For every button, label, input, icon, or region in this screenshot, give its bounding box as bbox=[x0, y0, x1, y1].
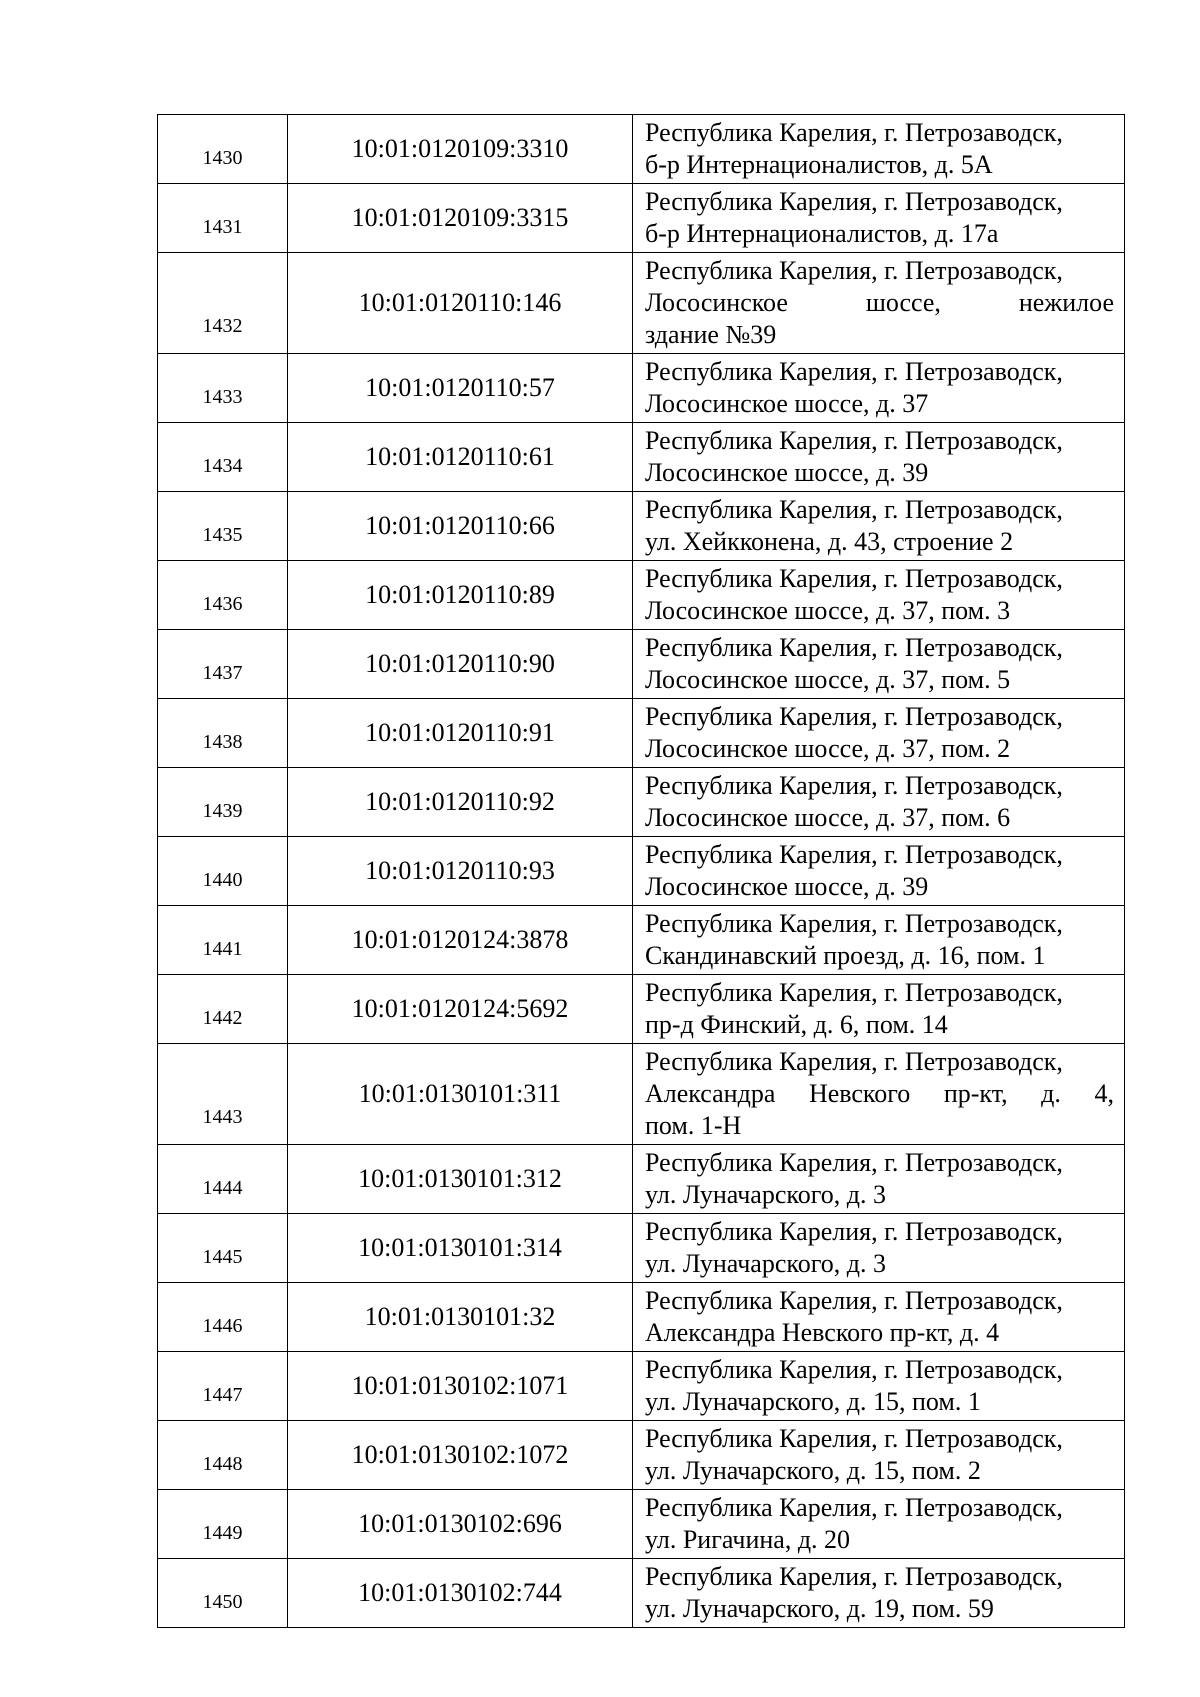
cadastral-number-cell: 10:01:0120110:66 bbox=[288, 492, 633, 561]
table-row bbox=[158, 1559, 1125, 1628]
table-row bbox=[158, 699, 1125, 768]
table-row bbox=[158, 630, 1125, 699]
table-row bbox=[158, 1352, 1125, 1421]
address-cell bbox=[633, 768, 1125, 837]
address-cell bbox=[633, 1145, 1125, 1214]
row-number: 1446 bbox=[202, 1314, 243, 1337]
cadastral-number-cell: 10:01:0120109:3310 bbox=[288, 115, 633, 184]
cadastral-number-cell: 10:01:0120110:89 bbox=[288, 561, 633, 630]
cadastral-number-cell: 10:01:0130102:744 bbox=[288, 1559, 633, 1628]
table-row bbox=[158, 253, 1125, 354]
row-number: 1439 bbox=[202, 799, 243, 822]
cadastral-number-cell: 10:01:0130102:1072 bbox=[288, 1421, 633, 1490]
address-cell bbox=[633, 1044, 1125, 1145]
address-cell bbox=[633, 1352, 1125, 1421]
address-cell bbox=[633, 975, 1125, 1044]
table-row bbox=[158, 1145, 1125, 1214]
table-row bbox=[158, 975, 1125, 1044]
address-cell bbox=[633, 492, 1125, 561]
address-cell bbox=[633, 115, 1125, 184]
table-row bbox=[158, 1044, 1125, 1145]
table-row bbox=[158, 423, 1125, 492]
table-row bbox=[158, 492, 1125, 561]
row-number: 1447 bbox=[202, 1383, 243, 1406]
cadastral-number-cell: 10:01:0120110:90 bbox=[288, 630, 633, 699]
cadastral-number-cell: 10:01:0120110:57 bbox=[288, 354, 633, 423]
cadastral-number-cell: 10:01:0120110:91 bbox=[288, 699, 633, 768]
address-line: б-р Интернационалистов, д. 5А bbox=[645, 149, 993, 179]
address-line: ул. Луначарского, д. 19, пом. 59 bbox=[645, 1593, 994, 1623]
address-cell bbox=[633, 1421, 1125, 1490]
address-line: Республика Карелия, г. Петрозаводск, bbox=[645, 977, 1063, 1007]
address-line: Лососинское шоссе, д. 37, пом. 6 bbox=[645, 802, 1011, 832]
row-number-cell bbox=[158, 1214, 288, 1283]
address-line: ул. Луначарского, д. 3 bbox=[645, 1179, 886, 1209]
table-row bbox=[158, 1421, 1125, 1490]
row-number-cell bbox=[158, 1145, 288, 1214]
table-row bbox=[158, 1490, 1125, 1559]
address-line: Республика Карелия, г. Петрозаводск, bbox=[645, 1147, 1063, 1177]
address-line: б-р Интернационалистов, д. 17а bbox=[645, 218, 999, 248]
row-number: 1440 bbox=[202, 868, 243, 891]
address-line: Республика Карелия, г. Петрозаводск, bbox=[645, 186, 1063, 216]
row-number-cell bbox=[158, 906, 288, 975]
cadastral-number-cell: 10:01:0120109:3315 bbox=[288, 184, 633, 253]
address-cell bbox=[633, 253, 1125, 354]
address-line: Республика Карелия, г. Петрозаводск, bbox=[645, 1285, 1063, 1315]
address-line: Республика Карелия, г. Петрозаводск, bbox=[645, 839, 1063, 869]
address-line: Александра Невского пр-кт, д. 4, bbox=[645, 1078, 1114, 1108]
address-line: Республика Карелия, г. Петрозаводск, bbox=[645, 1354, 1063, 1384]
row-number: 1438 bbox=[202, 730, 243, 753]
address-cell bbox=[633, 184, 1125, 253]
address-line: пр-д Финский, д. 6, пом. 14 bbox=[645, 1009, 948, 1039]
address-cell bbox=[633, 354, 1125, 423]
row-number: 1444 bbox=[202, 1176, 243, 1199]
address-line: Республика Карелия, г. Петрозаводск, bbox=[645, 1046, 1063, 1076]
address-line: ул. Луначарского, д. 3 bbox=[645, 1248, 886, 1278]
cadastral-number-cell: 10:01:0130101:312 bbox=[288, 1145, 633, 1214]
table-row bbox=[158, 354, 1125, 423]
address-cell bbox=[633, 699, 1125, 768]
address-line: пом. 1-Н bbox=[645, 1110, 742, 1140]
row-number: 1442 bbox=[202, 1006, 243, 1029]
row-number-cell bbox=[158, 561, 288, 630]
cadastral-number-cell: 10:01:0120110:92 bbox=[288, 768, 633, 837]
row-number: 1433 bbox=[202, 385, 243, 408]
address-cell bbox=[633, 1559, 1125, 1628]
address-line: Республика Карелия, г. Петрозаводск, bbox=[645, 1423, 1063, 1453]
address-line: Республика Карелия, г. Петрозаводск, bbox=[645, 908, 1063, 938]
row-number-cell bbox=[158, 1044, 288, 1145]
address-line: Республика Карелия, г. Петрозаводск, bbox=[645, 494, 1063, 524]
address-line: Республика Карелия, г. Петрозаводск, bbox=[645, 563, 1063, 593]
table-row bbox=[158, 561, 1125, 630]
row-number-cell bbox=[158, 837, 288, 906]
row-number-cell bbox=[158, 184, 288, 253]
address-line: Лососинское шоссе, д. 37 bbox=[645, 388, 929, 418]
row-number-cell bbox=[158, 1352, 288, 1421]
row-number: 1443 bbox=[202, 1106, 243, 1128]
address-cell bbox=[633, 561, 1125, 630]
cadastral-number-cell: 10:01:0120110:61 bbox=[288, 423, 633, 492]
row-number-cell bbox=[158, 1490, 288, 1559]
table-row bbox=[158, 768, 1125, 837]
address-cell bbox=[633, 1283, 1125, 1352]
cadastral-number-cell: 10:01:0120124:5692 bbox=[288, 975, 633, 1044]
address-line: Александра Невского пр-кт, д. 4 bbox=[645, 1317, 1000, 1347]
cadastral-number-cell: 10:01:0120110:146 bbox=[288, 253, 633, 354]
address-cell bbox=[633, 630, 1125, 699]
row-number: 1432 bbox=[202, 315, 243, 337]
address-line: Республика Карелия, г. Петрозаводск, bbox=[645, 701, 1063, 731]
address-line: Республика Карелия, г. Петрозаводск, bbox=[645, 1492, 1063, 1522]
address-cell bbox=[633, 1490, 1125, 1559]
property-registry-table bbox=[157, 114, 1125, 1628]
row-number: 1448 bbox=[202, 1452, 243, 1475]
registry-table-body bbox=[158, 115, 1125, 1628]
row-number-cell bbox=[158, 253, 288, 354]
row-number-cell bbox=[158, 630, 288, 699]
table-row bbox=[158, 115, 1125, 184]
address-line: здание №39 bbox=[645, 319, 777, 349]
cadastral-number-cell: 10:01:0130102:1071 bbox=[288, 1352, 633, 1421]
cadastral-number-cell: 10:01:0130101:311 bbox=[288, 1044, 633, 1145]
address-line: Республика Карелия, г. Петрозаводск, bbox=[645, 632, 1063, 662]
row-number: 1449 bbox=[202, 1521, 243, 1544]
row-number-cell bbox=[158, 1283, 288, 1352]
row-number: 1441 bbox=[202, 937, 243, 960]
address-line: Республика Карелия, г. Петрозаводск, bbox=[645, 1216, 1063, 1246]
table-row bbox=[158, 906, 1125, 975]
row-number: 1435 bbox=[202, 523, 243, 546]
address-line: Республика Карелия, г. Петрозаводск, bbox=[645, 770, 1063, 800]
address-line: Республика Карелия, г. Петрозаводск, bbox=[645, 117, 1063, 147]
cadastral-number-cell: 10:01:0120110:93 bbox=[288, 837, 633, 906]
cadastral-number-cell: 10:01:0130101:314 bbox=[288, 1214, 633, 1283]
address-line: ул. Луначарского, д. 15, пом. 1 bbox=[645, 1386, 981, 1416]
address-line: Республика Карелия, г. Петрозаводск, bbox=[645, 1561, 1063, 1591]
row-number-cell bbox=[158, 1421, 288, 1490]
row-number-cell bbox=[158, 699, 288, 768]
row-number-cell bbox=[158, 115, 288, 184]
row-number-cell bbox=[158, 768, 288, 837]
row-number: 1445 bbox=[202, 1245, 243, 1268]
address-line: Республика Карелия, г. Петрозаводск, bbox=[645, 425, 1063, 455]
table-row bbox=[158, 1283, 1125, 1352]
address-cell bbox=[633, 1214, 1125, 1283]
address-line: Лососинское шоссе, д. 39 bbox=[645, 457, 929, 487]
row-number: 1434 bbox=[202, 454, 243, 477]
address-line: Лососинское шоссе, нежилое bbox=[645, 287, 1114, 317]
row-number-cell bbox=[158, 492, 288, 561]
address-line: ул. Луначарского, д. 15, пом. 2 bbox=[645, 1455, 981, 1485]
row-number-cell bbox=[158, 1559, 288, 1628]
table-row bbox=[158, 184, 1125, 253]
address-line: Лососинское шоссе, д. 37, пом. 2 bbox=[645, 733, 1011, 763]
row-number-cell bbox=[158, 975, 288, 1044]
table-row bbox=[158, 837, 1125, 906]
address-line: ул. Хейкконена, д. 43, строение 2 bbox=[645, 526, 1014, 556]
row-number-cell bbox=[158, 354, 288, 423]
table-row bbox=[158, 1214, 1125, 1283]
address-line: ул. Ригачина, д. 20 bbox=[645, 1524, 851, 1554]
address-line: Лососинское шоссе, д. 39 bbox=[645, 871, 929, 901]
address-line: Лососинское шоссе, д. 37, пом. 3 bbox=[645, 595, 1011, 625]
cadastral-number-cell: 10:01:0130101:32 bbox=[288, 1283, 633, 1352]
row-number: 1430 bbox=[202, 146, 243, 169]
row-number: 1437 bbox=[202, 661, 243, 684]
address-cell bbox=[633, 423, 1125, 492]
address-line: Скандинавский проезд, д. 16, пом. 1 bbox=[645, 940, 1046, 970]
cadastral-number-cell: 10:01:0120124:3878 bbox=[288, 906, 633, 975]
row-number: 1450 bbox=[202, 1590, 243, 1613]
address-line: Республика Карелия, г. Петрозаводск, bbox=[645, 356, 1063, 386]
cadastral-number-cell: 10:01:0130102:696 bbox=[288, 1490, 633, 1559]
address-cell bbox=[633, 906, 1125, 975]
address-line: Республика Карелия, г. Петрозаводск, bbox=[645, 255, 1063, 285]
row-number: 1431 bbox=[202, 215, 243, 238]
row-number: 1436 bbox=[202, 592, 243, 615]
row-number-cell bbox=[158, 423, 288, 492]
address-cell bbox=[633, 837, 1125, 906]
address-line: Лососинское шоссе, д. 37, пом. 5 bbox=[645, 664, 1011, 694]
